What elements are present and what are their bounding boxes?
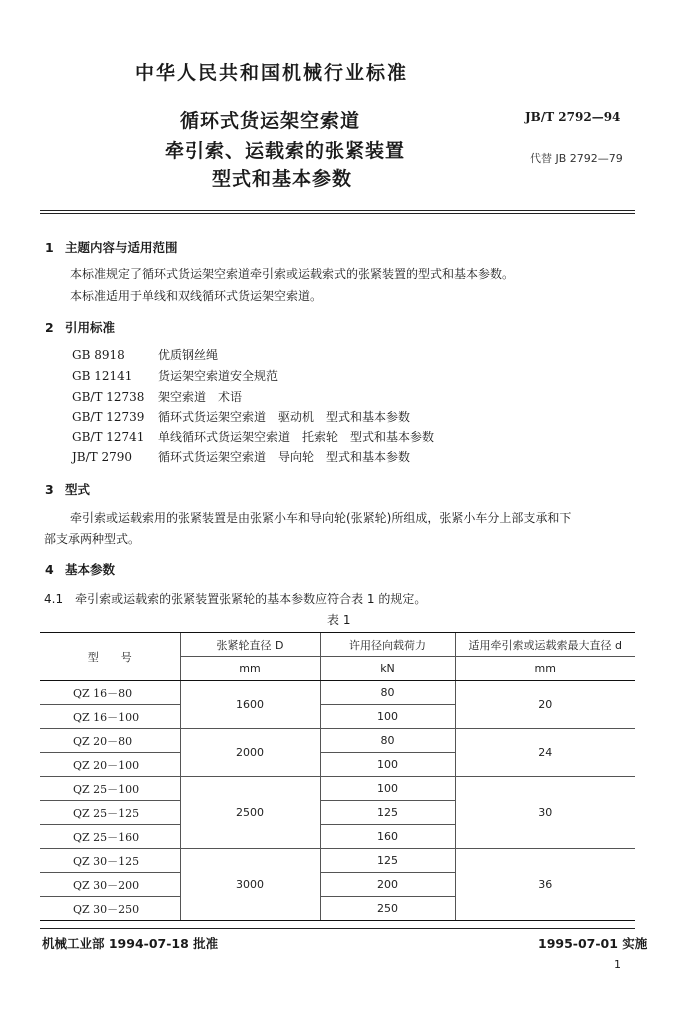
standard-number: JB/T 2792—94: [525, 110, 621, 124]
load-cell: 125: [320, 849, 455, 873]
reference-title: 单线循环式货运架空索道 托索轮 型式和基本参数: [158, 430, 435, 444]
reference-code: GB 12141: [72, 369, 133, 383]
load-cell: 80: [320, 681, 455, 705]
table-caption: 表 1: [327, 613, 351, 627]
load-cell: 160: [320, 825, 455, 849]
model-cell: QZ 25－100: [40, 777, 180, 801]
reference-item: [72, 428, 434, 445]
reference-item: [72, 388, 242, 405]
section-4-heading: [45, 560, 115, 578]
model-cell: QZ 16－100: [40, 705, 180, 729]
header-rule-bottom: [40, 213, 635, 214]
reference-title: 循环式货运架空索道 驱动机 型式和基本参数: [158, 410, 411, 424]
model-cell: QZ 30－200: [40, 873, 180, 897]
model-cell: QZ 20－100: [40, 753, 180, 777]
reference-item: [72, 448, 410, 465]
model-cell: QZ 20－80: [40, 729, 180, 753]
unit-diameter: mm: [180, 657, 320, 681]
reference-title: 架空索道 术语: [158, 390, 243, 404]
reference-title: 循环式货运架空索道 导向轮 型式和基本参数: [158, 450, 411, 464]
title-line-1: 循环式货运架空索道: [180, 110, 361, 132]
rope-cell: 24: [455, 729, 635, 777]
reference-code: GB/T 12739: [72, 410, 145, 424]
table-row: [40, 681, 635, 705]
model-cell: QZ 16－80: [40, 681, 180, 705]
approval-date: 机械工业部 1994-07-18 批准: [42, 936, 219, 951]
header-load: 许用径向载荷力: [320, 633, 455, 657]
load-cell: 100: [320, 777, 455, 801]
rope-cell: 36: [455, 849, 635, 921]
section-title: 型式: [65, 482, 91, 497]
section-number: 2: [45, 320, 54, 335]
reference-item: [72, 367, 278, 384]
section-number: 4: [45, 562, 54, 577]
header-diameter: 张紧轮直径 D: [180, 633, 320, 657]
implementation-date: 1995-07-01 实施: [538, 936, 648, 951]
load-cell: 100: [320, 753, 455, 777]
diameter-cell: 2500: [180, 777, 320, 849]
page-number: 1: [614, 958, 621, 971]
load-cell: 250: [320, 897, 455, 921]
table-row: [40, 777, 635, 801]
section-title: 主题内容与适用范围: [65, 240, 178, 255]
table-row: [40, 849, 635, 873]
header-rule-top: [40, 210, 635, 211]
reference-item: [72, 346, 218, 363]
section-3-paragraph-line-1: 牵引索或运载索用的张紧装置是由张紧小车和导向轮(张紧轮)所组成，张紧小车分上部支承和下: [70, 511, 572, 525]
model-cell: QZ 25－125: [40, 801, 180, 825]
table-header-row: [40, 633, 635, 657]
replaces-note: 代替 JB 2792—79: [530, 152, 623, 165]
section-title: 引用标准: [65, 320, 116, 335]
unit-rope: mm: [455, 657, 635, 681]
reference-title: 优质钢丝绳: [158, 348, 219, 362]
load-cell: 200: [320, 873, 455, 897]
section-2-heading: [45, 318, 115, 336]
standard-category-header: 中华人民共和国机械行业标准: [135, 62, 409, 84]
reference-code: GB/T 12741: [72, 430, 145, 444]
header-rope: 适用牵引索或运载索最大直径 d: [455, 633, 635, 657]
model-cell: QZ 30－125: [40, 849, 180, 873]
section-3-paragraph-line-2: 部支承两种型式。: [44, 532, 141, 546]
rope-cell: 20: [455, 681, 635, 729]
header-model: 型 号: [40, 633, 180, 681]
section-1-paragraph-1: 本标准规定了循环式货运架空索道牵引索或运载索式的张紧装置的型式和基本参数。: [70, 267, 515, 281]
clause-4-1: 4.1 牵引索或运载索的张紧装置张紧轮的基本参数应符合表 1 的规定。: [44, 592, 427, 606]
rope-cell: 30: [455, 777, 635, 849]
load-cell: 80: [320, 729, 455, 753]
reference-code: JB/T 2790: [72, 450, 133, 464]
section-number: 1: [45, 240, 54, 255]
section-1-heading: [45, 238, 178, 256]
section-title: 基本参数: [65, 562, 116, 577]
footer-rule: [40, 928, 635, 929]
diameter-cell: 2000: [180, 729, 320, 777]
reference-code: GB/T 12738: [72, 390, 145, 404]
diameter-cell: 1600: [180, 681, 320, 729]
reference-code: GB 8918: [72, 348, 125, 362]
section-3-heading: [45, 480, 90, 498]
parameter-table: [40, 632, 635, 921]
reference-title: 货运架空索道安全规范: [158, 369, 279, 383]
load-cell: 100: [320, 705, 455, 729]
table-row: [40, 729, 635, 753]
title-line-2: 牵引索、运载索的张紧装置: [165, 140, 406, 162]
unit-load: kN: [320, 657, 455, 681]
section-1-paragraph-2: 本标准适用于单线和双线循环式货运架空索道。: [70, 289, 323, 303]
model-cell: QZ 30－250: [40, 897, 180, 921]
reference-item: [72, 408, 410, 425]
model-cell: QZ 25－160: [40, 825, 180, 849]
load-cell: 125: [320, 801, 455, 825]
title-line-3: 型式和基本参数: [212, 168, 353, 190]
section-number: 3: [45, 482, 54, 497]
diameter-cell: 3000: [180, 849, 320, 921]
